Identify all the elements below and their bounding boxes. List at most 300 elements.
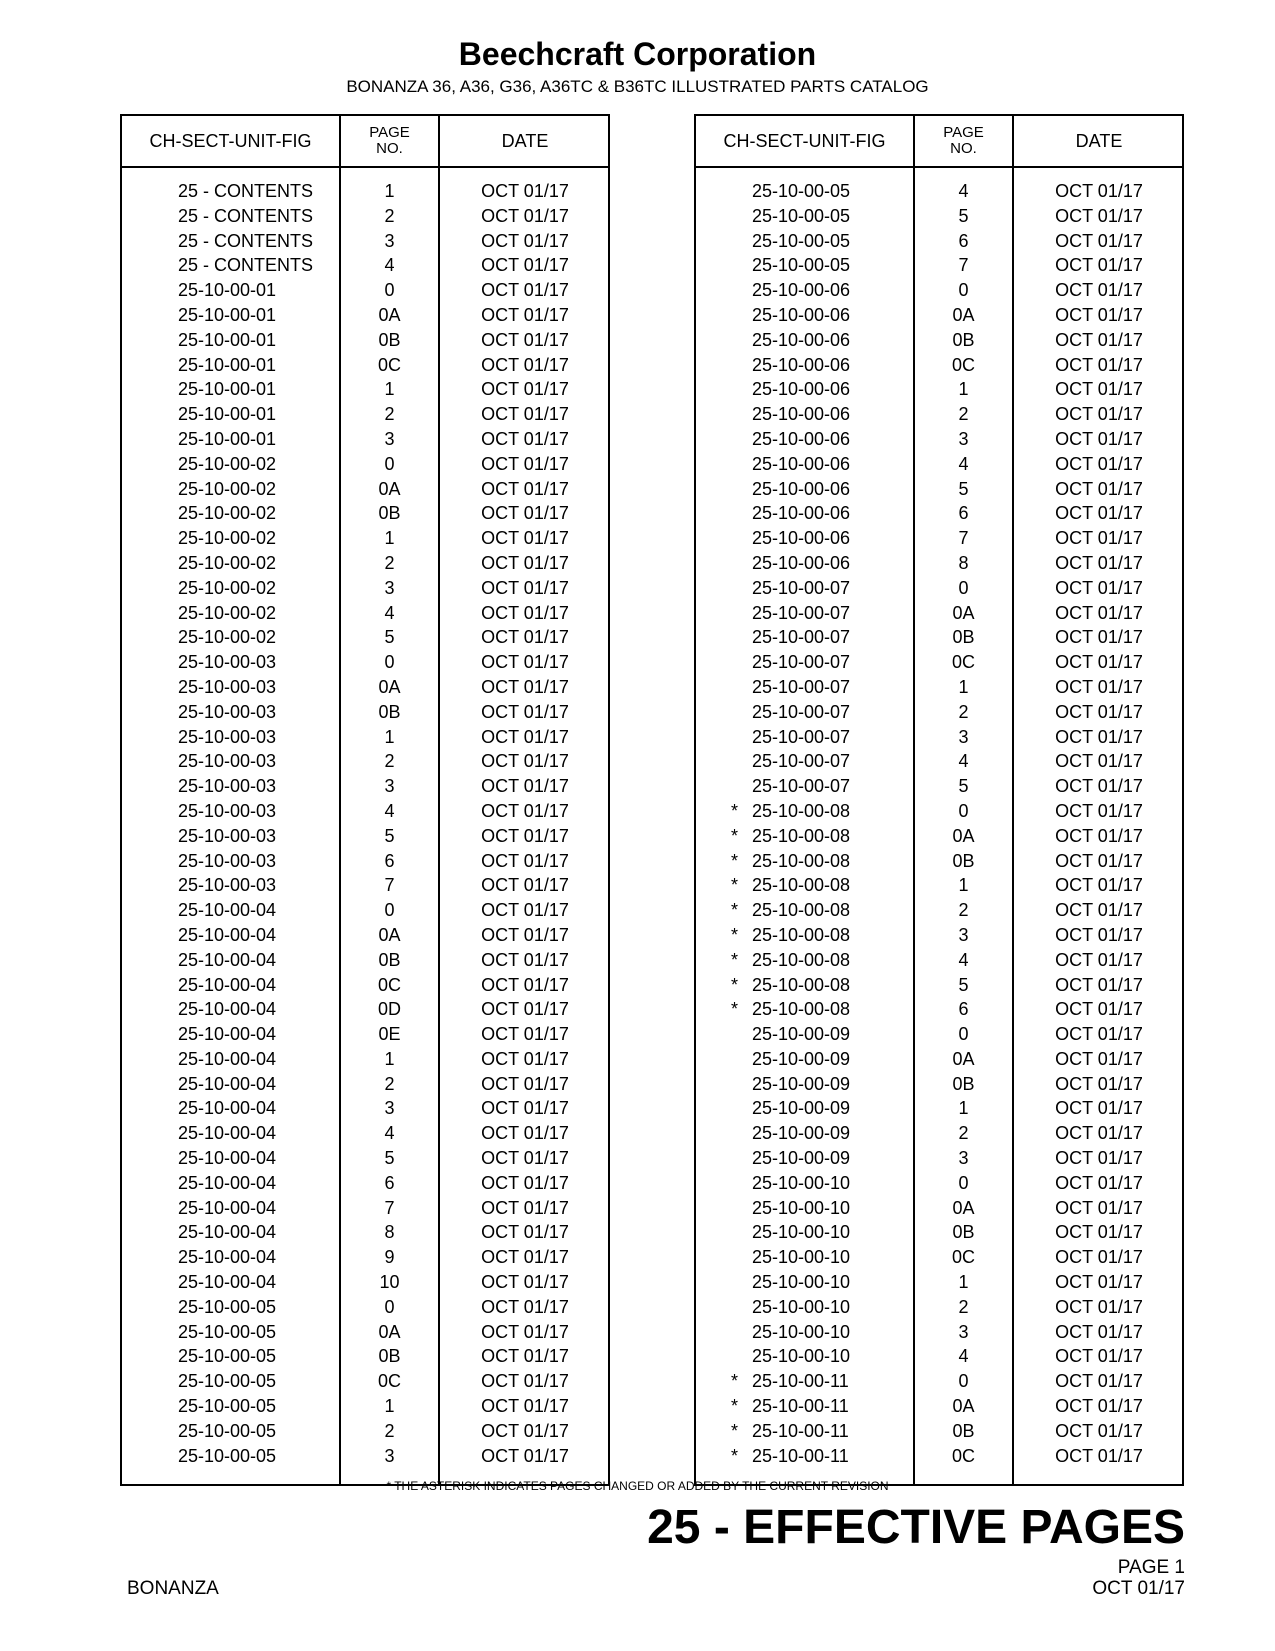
page-cell: 3 (384, 230, 395, 251)
page-cell: 0 (958, 577, 969, 598)
page-cell: 5 (958, 205, 969, 226)
page-cell: 3 (958, 1148, 969, 1169)
revision-asterisk: * (731, 800, 739, 821)
fig-cell: 25-10-00-03 (178, 776, 277, 797)
page-cell: 5 (384, 1148, 395, 1169)
fig-cell: 25-10-00-04 (178, 900, 277, 921)
fig-cell: 25-10-00-09 (752, 1048, 851, 1069)
page-cell: 0C (377, 974, 401, 995)
table-row (122, 1369, 608, 1394)
table-row (696, 948, 1182, 973)
page-cell: 0A (952, 602, 975, 623)
column-header-fig: CH-SECT-UNIT-FIG (149, 130, 312, 151)
fig-cell: 25-10-00-11 (752, 1371, 849, 1392)
page-cell: 3 (384, 776, 395, 797)
table-row (696, 303, 1182, 328)
header-divider (122, 166, 608, 168)
effective-pages-table-right (694, 114, 1184, 1486)
table-row (696, 377, 1182, 402)
table-row (696, 749, 1182, 774)
table-row (696, 824, 1182, 849)
revision-asterisk: * (731, 875, 739, 896)
fig-cell: 25-10-00-06 (752, 552, 851, 573)
table-rows (122, 179, 608, 1468)
table-row (122, 253, 608, 278)
table-row (696, 1394, 1182, 1419)
page-cell: 0B (952, 1073, 975, 1094)
page-cell: 0C (377, 354, 401, 375)
date-cell: OCT 01/17 (481, 1396, 569, 1417)
date-cell: OCT 01/17 (1055, 1073, 1143, 1094)
fig-cell: 25-10-00-02 (178, 552, 277, 573)
revision-asterisk: * (731, 850, 739, 871)
page-cell: 0 (384, 453, 395, 474)
page-cell: 1 (384, 726, 395, 747)
table-row (122, 204, 608, 229)
table-row (122, 973, 608, 998)
page-cell: 7 (384, 1197, 395, 1218)
fig-cell: 25-10-00-04 (178, 1048, 277, 1069)
table-row (122, 303, 608, 328)
fig-cell: 25-10-00-07 (752, 652, 851, 673)
date-cell: OCT 01/17 (1055, 726, 1143, 747)
date-cell: OCT 01/17 (1055, 181, 1143, 201)
table-row (696, 873, 1182, 898)
page-cell: 4 (958, 181, 969, 201)
fig-cell: 25-10-00-01 (178, 428, 277, 449)
table-row (696, 179, 1182, 204)
date-cell: OCT 01/17 (481, 974, 569, 995)
fig-cell: 25-10-00-05 (752, 255, 851, 276)
table-row (696, 477, 1182, 502)
table-row (122, 749, 608, 774)
date-cell: OCT 01/17 (1055, 1420, 1143, 1441)
fig-cell: 25-10-00-04 (178, 1123, 277, 1144)
fig-cell: 25-10-00-06 (752, 304, 851, 325)
table-row (122, 799, 608, 824)
column-header-date: DATE (1075, 130, 1123, 151)
table-row (696, 898, 1182, 923)
fig-cell: 25-10-00-01 (178, 280, 277, 301)
date-cell: OCT 01/17 (481, 602, 569, 623)
date-cell: OCT 01/17 (1055, 1172, 1143, 1193)
table-row (122, 1245, 608, 1270)
company-title: Beechcraft Corporation (458, 36, 817, 72)
page-cell: 2 (384, 404, 395, 425)
fig-cell: 25-10-00-07 (752, 602, 851, 623)
fig-cell: 25-10-00-09 (752, 1148, 851, 1169)
page-cell: 4 (384, 602, 395, 623)
date-cell: OCT 01/17 (481, 1024, 569, 1045)
table-row (122, 1072, 608, 1097)
page-cell: 2 (958, 404, 969, 425)
date-cell: OCT 01/17 (481, 875, 569, 896)
page-cell: 10 (379, 1272, 400, 1293)
fig-cell: 25-10-00-04 (178, 1024, 277, 1045)
fig-cell: 25-10-00-01 (178, 329, 277, 350)
fig-cell: 25-10-00-02 (178, 528, 277, 549)
page-cell: 7 (958, 528, 969, 549)
date-cell: OCT 01/17 (1055, 850, 1143, 871)
date-cell: OCT 01/17 (481, 230, 569, 251)
page-cell: 2 (958, 900, 969, 921)
date-cell: OCT 01/17 (1055, 230, 1143, 251)
page-cell: 9 (384, 1247, 395, 1268)
fig-cell: 25-10-00-08 (752, 850, 851, 871)
table-row (696, 700, 1182, 725)
table-row (696, 1072, 1182, 1097)
page-cell: 1 (958, 875, 969, 896)
table-row (122, 849, 608, 874)
table-row (696, 1344, 1182, 1369)
date-cell: OCT 01/17 (481, 800, 569, 821)
date-cell: OCT 01/17 (481, 1098, 569, 1119)
page-cell: 8 (384, 1222, 395, 1243)
table-row (122, 601, 608, 626)
table-row (122, 873, 608, 898)
page-cell: 0A (378, 478, 401, 499)
page-cell: 0 (958, 1371, 969, 1392)
date-cell: OCT 01/17 (481, 1420, 569, 1441)
date-cell: OCT 01/17 (481, 1247, 569, 1268)
page-cell: 0C (951, 354, 975, 375)
date-cell: OCT 01/17 (481, 776, 569, 797)
page-cell: 2 (384, 1073, 395, 1094)
date-cell: OCT 01/17 (1055, 255, 1143, 276)
page-cell: 2 (958, 1296, 969, 1317)
table-row (122, 923, 608, 948)
table-row (696, 1270, 1182, 1295)
date-cell: OCT 01/17 (1055, 999, 1143, 1020)
table-row (696, 625, 1182, 650)
fig-cell: 25-10-00-06 (752, 329, 851, 350)
table-row (122, 824, 608, 849)
date-cell: OCT 01/17 (1055, 1222, 1143, 1243)
date-cell: OCT 01/17 (1055, 652, 1143, 673)
page-cell: 0 (384, 900, 395, 921)
page-cell: 8 (958, 552, 969, 573)
page-cell: 6 (958, 503, 969, 524)
page-cell: 0 (384, 1296, 395, 1317)
page-cell: 1 (384, 181, 395, 201)
revision-asterisk: * (731, 949, 739, 970)
table-row (696, 725, 1182, 750)
fig-cell: 25-10-00-04 (178, 1247, 277, 1268)
page-cell: 5 (958, 776, 969, 797)
fig-cell: 25-10-00-02 (178, 478, 277, 499)
table-row (122, 278, 608, 303)
table-row (696, 1146, 1182, 1171)
page-cell: 0B (378, 503, 401, 524)
fig-cell: 25 - CONTENTS (178, 230, 314, 251)
fig-cell: 25-10-00-11 (752, 1396, 849, 1417)
table-row (122, 1270, 608, 1295)
date-cell: OCT 01/17 (481, 453, 569, 474)
fig-cell: 25-10-00-08 (752, 825, 851, 846)
date-cell: OCT 01/17 (1055, 503, 1143, 524)
page-cell: 0E (378, 1024, 401, 1045)
column-header-page: PAGE NO. (369, 124, 410, 157)
fig-cell: 25-10-00-05 (178, 1321, 277, 1342)
date-cell: OCT 01/17 (481, 1172, 569, 1193)
date-cell: OCT 01/17 (1055, 1296, 1143, 1317)
table-row (122, 774, 608, 799)
date-cell: OCT 01/17 (481, 999, 569, 1020)
fig-cell: 25-10-00-04 (178, 924, 277, 945)
revision-asterisk: * (731, 825, 739, 846)
date-cell: OCT 01/17 (1055, 800, 1143, 821)
revision-asterisk: * (731, 1396, 739, 1417)
date-cell: OCT 01/17 (481, 1073, 569, 1094)
revision-asterisk: * (731, 900, 739, 921)
date-cell: OCT 01/17 (1055, 1272, 1143, 1293)
fig-cell: 25-10-00-03 (178, 875, 277, 896)
table-row (122, 402, 608, 427)
page-cell: 4 (958, 453, 969, 474)
date-cell: OCT 01/17 (1055, 924, 1143, 945)
page-cell: 0C (951, 1247, 975, 1268)
table-row (122, 353, 608, 378)
fig-cell: 25-10-00-03 (178, 676, 277, 697)
fig-cell: 25-10-00-10 (752, 1222, 851, 1243)
date-cell: OCT 01/17 (1055, 751, 1143, 772)
date-cell: OCT 01/17 (1055, 1123, 1143, 1144)
page-date: OCT 01/17 (1092, 1578, 1185, 1599)
page-cell: 0B (952, 329, 975, 350)
fig-cell: 25-10-00-05 (178, 1420, 277, 1441)
table-row (696, 601, 1182, 626)
table-row (696, 675, 1182, 700)
date-cell: OCT 01/17 (481, 726, 569, 747)
fig-cell: 25-10-00-04 (178, 1148, 277, 1169)
page-cell: 1 (958, 1098, 969, 1119)
fig-cell: 25-10-00-06 (752, 528, 851, 549)
date-cell: OCT 01/17 (1055, 205, 1143, 226)
page-cell: 0D (377, 999, 401, 1020)
date-cell: OCT 01/17 (481, 1197, 569, 1218)
fig-cell: 25-10-00-01 (178, 379, 277, 400)
date-cell: OCT 01/17 (481, 354, 569, 375)
date-cell: OCT 01/17 (481, 850, 569, 871)
date-cell: OCT 01/17 (1055, 1445, 1143, 1466)
page-cell: 1 (958, 676, 969, 697)
page-cell: 0B (378, 329, 401, 350)
date-cell: OCT 01/17 (481, 478, 569, 499)
table-row (122, 179, 608, 204)
date-cell: OCT 01/17 (481, 1445, 569, 1466)
table-row (696, 1047, 1182, 1072)
date-cell: OCT 01/17 (1055, 379, 1143, 400)
page-cell: 2 (384, 552, 395, 573)
table-row (696, 402, 1182, 427)
date-cell: OCT 01/17 (1055, 949, 1143, 970)
table-row (696, 650, 1182, 675)
date-cell: OCT 01/17 (1055, 1321, 1143, 1342)
date-cell: OCT 01/17 (481, 825, 569, 846)
fig-cell: 25-10-00-07 (752, 776, 851, 797)
table-row (122, 328, 608, 353)
page-cell: 1 (958, 379, 969, 400)
date-cell: OCT 01/17 (481, 1371, 569, 1392)
fig-cell: 25-10-00-10 (752, 1197, 851, 1218)
table-row (122, 1295, 608, 1320)
revision-asterisk: * (731, 999, 739, 1020)
date-cell: OCT 01/17 (481, 304, 569, 325)
fig-cell: 25 - CONTENTS (178, 255, 314, 276)
fig-cell: 25-10-00-09 (752, 1024, 851, 1045)
date-cell: OCT 01/17 (1055, 825, 1143, 846)
date-cell: OCT 01/17 (481, 1048, 569, 1069)
date-cell: OCT 01/17 (1055, 528, 1143, 549)
date-cell: OCT 01/17 (1055, 354, 1143, 375)
column-header-fig: CH-SECT-UNIT-FIG (723, 130, 886, 151)
page-cell: 1 (384, 528, 395, 549)
date-cell: OCT 01/17 (481, 428, 569, 449)
fig-cell: 25-10-00-10 (752, 1247, 851, 1268)
table-row (696, 1320, 1182, 1345)
table-rows (696, 179, 1182, 1468)
fig-cell: 25-10-00-10 (752, 1321, 851, 1342)
date-cell: OCT 01/17 (1055, 602, 1143, 623)
table-row (122, 551, 608, 576)
table-row (696, 229, 1182, 254)
revision-asterisk: * (731, 974, 739, 995)
table-row (122, 1394, 608, 1419)
fig-cell: 25-10-00-06 (752, 428, 851, 449)
table-row (696, 849, 1182, 874)
fig-cell: 25-10-00-04 (178, 1172, 277, 1193)
date-cell: OCT 01/17 (481, 205, 569, 226)
page-cell: 2 (958, 1123, 969, 1144)
date-cell: OCT 01/17 (481, 1222, 569, 1243)
page-cell: 3 (384, 428, 395, 449)
fig-cell: 25-10-00-07 (752, 676, 851, 697)
fig-cell: 25-10-00-01 (178, 404, 277, 425)
fig-cell: 25-10-00-04 (178, 1073, 277, 1094)
page-cell: 3 (958, 924, 969, 945)
date-cell: OCT 01/17 (1055, 428, 1143, 449)
page-cell: 4 (384, 255, 395, 276)
date-cell: OCT 01/17 (481, 379, 569, 400)
page-cell: 5 (384, 627, 395, 648)
fig-cell: 25-10-00-10 (752, 1346, 851, 1367)
page-cell: 0 (958, 800, 969, 821)
fig-cell: 25-10-00-11 (752, 1445, 849, 1466)
revision-asterisk: * (731, 1445, 739, 1466)
page-cell: 0 (384, 652, 395, 673)
date-cell: OCT 01/17 (481, 627, 569, 648)
date-cell: OCT 01/17 (1055, 701, 1143, 722)
table-row (122, 1047, 608, 1072)
fig-cell: 25-10-00-03 (178, 751, 277, 772)
page-cell: 6 (958, 999, 969, 1020)
asterisk-footnote: * THE ASTERISK INDICATES PAGES CHANGED OR ADDED BY THE CURRENT REVISION (386, 1479, 889, 1493)
date-cell: OCT 01/17 (481, 1346, 569, 1367)
page-cell: 7 (384, 875, 395, 896)
page-cell: 0C (951, 652, 975, 673)
page-cell: 0B (378, 949, 401, 970)
table-row (122, 725, 608, 750)
page-cell: 5 (958, 974, 969, 995)
fig-cell: 25 - CONTENTS (178, 181, 314, 201)
table-row (122, 229, 608, 254)
date-cell: OCT 01/17 (1055, 304, 1143, 325)
fig-cell: 25-10-00-10 (752, 1272, 851, 1293)
fig-cell: 25-10-00-02 (178, 577, 277, 598)
table-row (122, 452, 608, 477)
page-cell: 0A (378, 1321, 401, 1342)
date-cell: OCT 01/17 (481, 1148, 569, 1169)
page-cell: 1 (384, 1048, 395, 1069)
table-row (122, 1022, 608, 1047)
page-cell: 4 (958, 751, 969, 772)
fig-cell: 25-10-00-07 (752, 577, 851, 598)
page-cell: 0C (951, 1445, 975, 1466)
fig-cell: 25-10-00-10 (752, 1172, 851, 1193)
page-cell: 4 (958, 1346, 969, 1367)
table-row (696, 551, 1182, 576)
fig-cell: 25-10-00-07 (752, 701, 851, 722)
page-cell: 3 (384, 577, 395, 598)
date-cell: OCT 01/17 (481, 1123, 569, 1144)
table-row (696, 353, 1182, 378)
table-row (122, 997, 608, 1022)
page-cell: 0B (378, 701, 401, 722)
fig-cell: 25-10-00-04 (178, 1272, 277, 1293)
fig-cell: 25-10-00-08 (752, 924, 851, 945)
fig-cell: 25-10-00-09 (752, 1073, 851, 1094)
fig-cell: 25-10-00-02 (178, 602, 277, 623)
date-cell: OCT 01/17 (1055, 577, 1143, 598)
date-cell: OCT 01/17 (481, 404, 569, 425)
table-row (122, 1220, 608, 1245)
effective-pages-table-left (120, 114, 610, 1486)
fig-cell: 25-10-00-06 (752, 453, 851, 474)
table-row (122, 1444, 608, 1469)
date-cell: OCT 01/17 (481, 1296, 569, 1317)
table-row (696, 1220, 1182, 1245)
fig-cell: 25-10-00-05 (752, 205, 851, 226)
column-header-page: PAGE NO. (943, 124, 984, 157)
fig-cell: 25-10-00-05 (752, 181, 851, 201)
date-cell: OCT 01/17 (1055, 875, 1143, 896)
table-row (122, 1419, 608, 1444)
table-row (696, 1121, 1182, 1146)
table-row (696, 501, 1182, 526)
page-cell: 0 (958, 280, 969, 301)
date-cell: OCT 01/17 (1055, 1197, 1143, 1218)
fig-cell: 25-10-00-05 (178, 1296, 277, 1317)
table-row (122, 898, 608, 923)
fig-cell: 25-10-00-06 (752, 404, 851, 425)
fig-cell: 25-10-00-05 (178, 1445, 277, 1466)
date-cell: OCT 01/17 (1055, 974, 1143, 995)
fig-cell: 25-10-00-09 (752, 1098, 851, 1119)
fig-cell: 25-10-00-03 (178, 850, 277, 871)
fig-cell: 25-10-00-06 (752, 503, 851, 524)
fig-cell: 25-10-00-04 (178, 1222, 277, 1243)
table-row (696, 1444, 1182, 1469)
fig-cell: 25-10-00-04 (178, 1098, 277, 1119)
table-row (696, 1096, 1182, 1121)
page-cell: 0A (378, 676, 401, 697)
date-cell: OCT 01/17 (481, 949, 569, 970)
table-row (696, 452, 1182, 477)
page-cell: 3 (958, 428, 969, 449)
table-row (122, 1096, 608, 1121)
table-row (122, 526, 608, 551)
page-cell: 2 (384, 1420, 395, 1441)
